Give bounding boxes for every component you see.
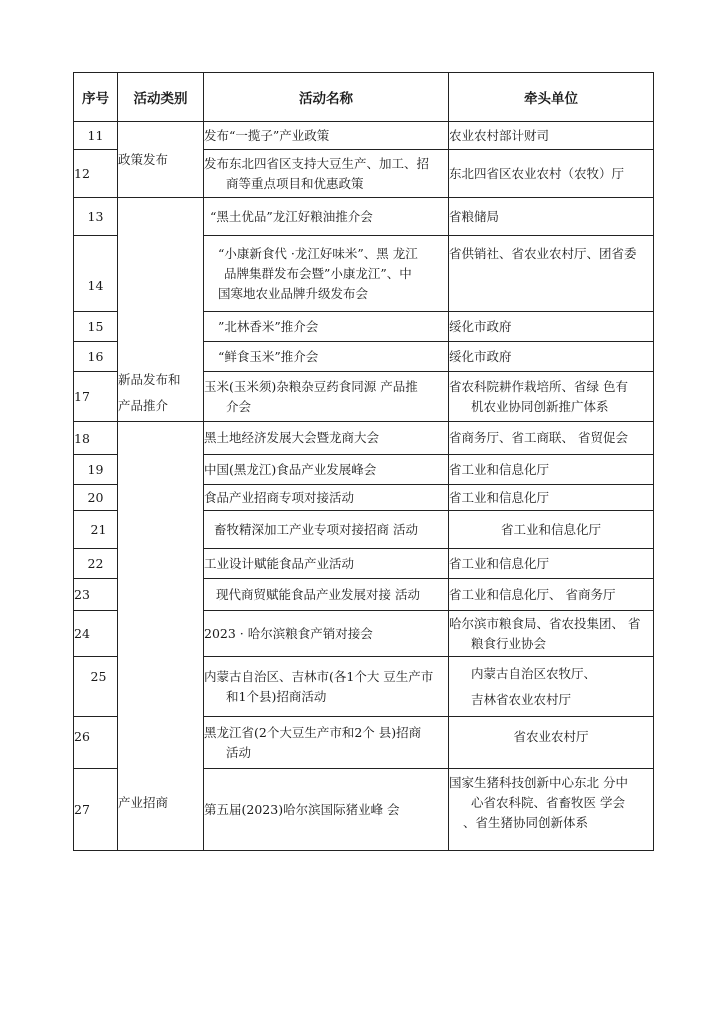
lead-unit: 省供销社、省农业农村厅、团省委	[449, 236, 654, 312]
activity-name: 黑龙江省(2个大豆生产市和2个 县)招商 活动	[204, 717, 449, 769]
row-no: 23	[74, 579, 118, 611]
category-investment	[118, 422, 204, 851]
row-no: 15	[74, 312, 118, 342]
activity-name: 第五届(2023)哈尔滨国际猪业峰 会	[204, 769, 449, 851]
category-label: 产业招商	[118, 795, 169, 810]
row-no: 27	[74, 769, 118, 851]
activity-name: 内蒙古自治区、吉林市(各1个大 豆生产市 和1个县)招商活动	[204, 657, 449, 717]
lead-unit: 省工业和信息化厅	[449, 511, 654, 549]
lead-unit: 农业农村部计财司	[449, 122, 654, 150]
row-no: 24	[74, 611, 118, 657]
activity-name: 现代商贸赋能食品产业发展对接 活动	[204, 579, 449, 611]
row-no: 14	[74, 236, 118, 312]
lead-unit: 省商务厅、省工商联、 省贸促会	[449, 422, 654, 455]
activity-name: 黑土地经济发展大会暨龙商大会	[204, 422, 449, 455]
row-no: 21	[74, 511, 118, 549]
activity-name: “鲜食玉米”推介会	[204, 342, 449, 372]
activity-name: 玉米(玉米须)杂粮杂豆药食同源 产品推 介会	[204, 372, 449, 422]
activity-name: 2023 · 哈尔滨粮食产销对接会	[204, 611, 449, 657]
lead-unit: 东北四省区农业农村（农牧）厅	[449, 150, 654, 198]
row-no: 12	[74, 150, 118, 198]
activity-name: “黑土优品”龙江好粮油推介会	[204, 198, 449, 236]
row-no: 26	[74, 717, 118, 769]
header-no: 序号	[74, 73, 118, 122]
row-no: 16	[74, 342, 118, 372]
activity-name: ”北林香米”推介会	[204, 312, 449, 342]
lead-unit: 省工业和信息化厅、 省商务厅	[449, 579, 654, 611]
lead-unit: 绥化市政府	[449, 312, 654, 342]
header-unit: 牵头单位	[449, 73, 654, 122]
category-label: 政策发布	[118, 151, 169, 167]
table-row	[74, 422, 654, 455]
lead-unit: 省粮储局	[449, 198, 654, 236]
lead-unit: 省工业和信息化厅	[449, 455, 654, 485]
activity-name: 食品产业招商专项对接活动	[204, 485, 449, 511]
activity-name: 中国(黑龙江)食品产业发展峰会	[204, 455, 449, 485]
category-new-product: 新品发布和 产品推介	[118, 198, 204, 422]
lead-unit: 省农业农村厅	[449, 717, 654, 769]
lead-unit: 哈尔滨市粮食局、省农投集团、 省 粮食行业协会	[449, 611, 654, 657]
row-no: 25	[74, 657, 118, 717]
lead-unit: 省农科院耕作栽培所、省绿 色有 机农业协同创新推广体系	[449, 372, 654, 422]
table-header-row	[74, 73, 654, 122]
table-row	[74, 198, 654, 236]
row-no: 17	[74, 372, 118, 422]
lead-unit: 国家生猪科技创新中心东北 分中 心省农科院、省畜牧医 学会 、省生猪协同创新体系	[449, 769, 654, 851]
table-row	[74, 122, 654, 150]
lead-unit: 省工业和信息化厅	[449, 549, 654, 579]
row-no: 11	[74, 122, 118, 150]
activity-name: 发布“一揽子”产业政策	[204, 122, 449, 150]
activity-name: 发布东北四省区支持大豆生产、加工、招 商等重点项目和优惠政策	[204, 150, 449, 198]
activity-name: 工业设计赋能食品产业活动	[204, 549, 449, 579]
activity-name: “小康新食代 ·龙江好味米”、黑 龙江 品牌集群发布会暨”小康龙江”、中 国寒地农业品牌升级发布会	[204, 236, 449, 312]
lead-unit: 绥化市政府	[449, 342, 654, 372]
header-name: 活动名称	[204, 73, 449, 122]
row-no: 13	[74, 198, 118, 236]
header-category: 活动类别	[118, 73, 204, 122]
activity-name: 畜牧精深加工产业专项对接招商 活动	[204, 511, 449, 549]
lead-unit: 内蒙古自治区农牧厅、 吉林省农业农村厅	[449, 657, 654, 717]
lead-unit: 省工业和信息化厅	[449, 485, 654, 511]
row-no: 20	[74, 485, 118, 511]
row-no: 22	[74, 549, 118, 579]
category-policy	[118, 122, 204, 198]
row-no: 18	[74, 422, 118, 455]
activity-table	[73, 72, 654, 851]
row-no: 19	[74, 455, 118, 485]
